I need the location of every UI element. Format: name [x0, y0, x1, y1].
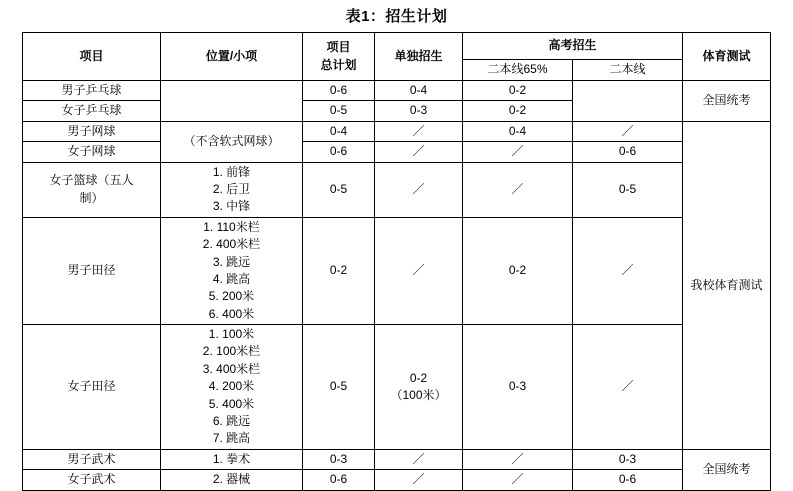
header-total-plan-line2: 总计划 [320, 57, 357, 72]
header-gaokao-line: 二本线 [572, 60, 682, 81]
admission-plan-table [22, 32, 771, 491]
cell-gaokaoline: ／ [572, 217, 682, 324]
cell-item: 女子网球 [22, 142, 160, 162]
cell-total: 0-5 [302, 101, 374, 121]
header-total-plan [302, 33, 374, 81]
cell-single: ／ [374, 217, 462, 324]
table-row [22, 325, 770, 450]
table-title: 表1：招生计划 [345, 8, 448, 25]
cell-single: ／ [374, 449, 462, 469]
cell-gaokao65: 0-4 [462, 121, 572, 141]
sub-item: 7. 跳高 [212, 431, 251, 446]
table-header [22, 33, 770, 81]
cell-single-line1: 0-2 [409, 370, 428, 385]
table-row [22, 81, 770, 101]
sub-item: 2. 400米栏 [202, 237, 261, 252]
cell-gaokaoline: ／ [572, 121, 682, 141]
header-position: 位置/小项 [160, 33, 302, 81]
table-row [22, 449, 770, 469]
cell-position [160, 162, 302, 217]
cell-item: 男子网球 [22, 121, 160, 141]
cell-item: 男子乒乓球 [22, 81, 160, 101]
cell-item-line2: 制） [79, 190, 104, 205]
sub-item: 3. 400米栏 [202, 361, 261, 376]
cell-gaokaoline [572, 81, 682, 122]
cell-total: 0-2 [302, 217, 374, 324]
cell-single: ／ [374, 162, 462, 217]
cell-gaokaoline: 0-5 [572, 162, 682, 217]
sub-item: 4. 跳高 [212, 271, 251, 286]
header-gaokao-group: 高考招生 [462, 33, 682, 60]
header-row-main [22, 33, 770, 60]
cell-gaokaoline: 0-6 [572, 142, 682, 162]
cell-total: 0-5 [302, 325, 374, 450]
cell-gaokao65: ／ [462, 470, 572, 490]
cell-total: 0-6 [302, 470, 374, 490]
cell-item: 女子田径 [22, 325, 160, 450]
header-sport-test: 体育测试 [683, 33, 771, 81]
cell-gaokaoline: 0-6 [572, 470, 682, 490]
cell-item: 男子田径 [22, 217, 160, 324]
table-body [22, 81, 770, 491]
table-row [22, 217, 770, 324]
cell-single: 0-4 [374, 81, 462, 101]
cell-position [160, 325, 302, 450]
cell-position [160, 217, 302, 324]
sub-item: 1. 前锋 [212, 164, 251, 179]
cell-single [374, 325, 462, 450]
cell-single: ／ [374, 470, 462, 490]
cell-position: （不含软式网球） [160, 121, 302, 162]
cell-total: 0-5 [302, 162, 374, 217]
cell-total: 0-6 [302, 81, 374, 101]
sub-item: 3. 跳远 [212, 254, 251, 269]
cell-gaokao65: 0-2 [462, 101, 572, 121]
sub-item: 3. 中锋 [212, 199, 251, 214]
sub-item: 5. 400米 [208, 396, 255, 411]
sub-item: 6. 400米 [208, 306, 255, 321]
sub-item: 1. 110米栏 [203, 219, 260, 234]
sub-item: 4. 200米 [208, 379, 255, 394]
cell-gaokao65: 0-2 [462, 81, 572, 101]
sub-item: 6. 跳远 [212, 414, 251, 429]
cell-test: 我校体育测试 [683, 121, 771, 449]
cell-test: 全国统考 [683, 449, 771, 490]
sub-item: 2. 后卫 [212, 181, 251, 196]
sub-item: 1. 100米 [208, 327, 255, 342]
header-total-plan-line1: 项目 [326, 40, 351, 55]
cell-item: 女子武术 [22, 470, 160, 490]
cell-gaokao65: ／ [462, 142, 572, 162]
cell-test: 全国统考 [683, 81, 771, 122]
cell-gaokao65: 0-2 [462, 217, 572, 324]
cell-gaokaoline: ／ [572, 325, 682, 450]
cell-position [160, 81, 302, 122]
cell-item [22, 162, 160, 217]
table-row [22, 470, 770, 490]
table-row [22, 121, 770, 141]
cell-single-line2: （100米） [390, 387, 447, 402]
table-row [22, 162, 770, 217]
cell-total: 0-6 [302, 142, 374, 162]
cell-total: 0-3 [302, 449, 374, 469]
header-single-admission: 单独招生 [374, 33, 462, 81]
cell-item: 女子乒乓球 [22, 101, 160, 121]
cell-single: 0-3 [374, 101, 462, 121]
cell-single: ／ [374, 121, 462, 141]
cell-gaokao65: ／ [462, 449, 572, 469]
header-gaokao-65: 二本线65% [462, 60, 572, 81]
table-row [22, 142, 770, 162]
cell-item-line1: 女子篮球（五人 [49, 173, 134, 188]
sub-item: 2. 100米栏 [202, 344, 261, 359]
cell-gaokao65: ／ [462, 162, 572, 217]
cell-position: 2. 器械 [160, 470, 302, 490]
cell-item: 男子武术 [22, 449, 160, 469]
cell-position: 1. 拳术 [160, 449, 302, 469]
cell-gaokaoline: 0-3 [572, 449, 682, 469]
header-item: 项目 [22, 33, 160, 81]
cell-total: 0-4 [302, 121, 374, 141]
cell-gaokao65: 0-3 [462, 325, 572, 450]
cell-single: ／ [374, 142, 462, 162]
sub-item: 5. 200米 [208, 289, 255, 304]
